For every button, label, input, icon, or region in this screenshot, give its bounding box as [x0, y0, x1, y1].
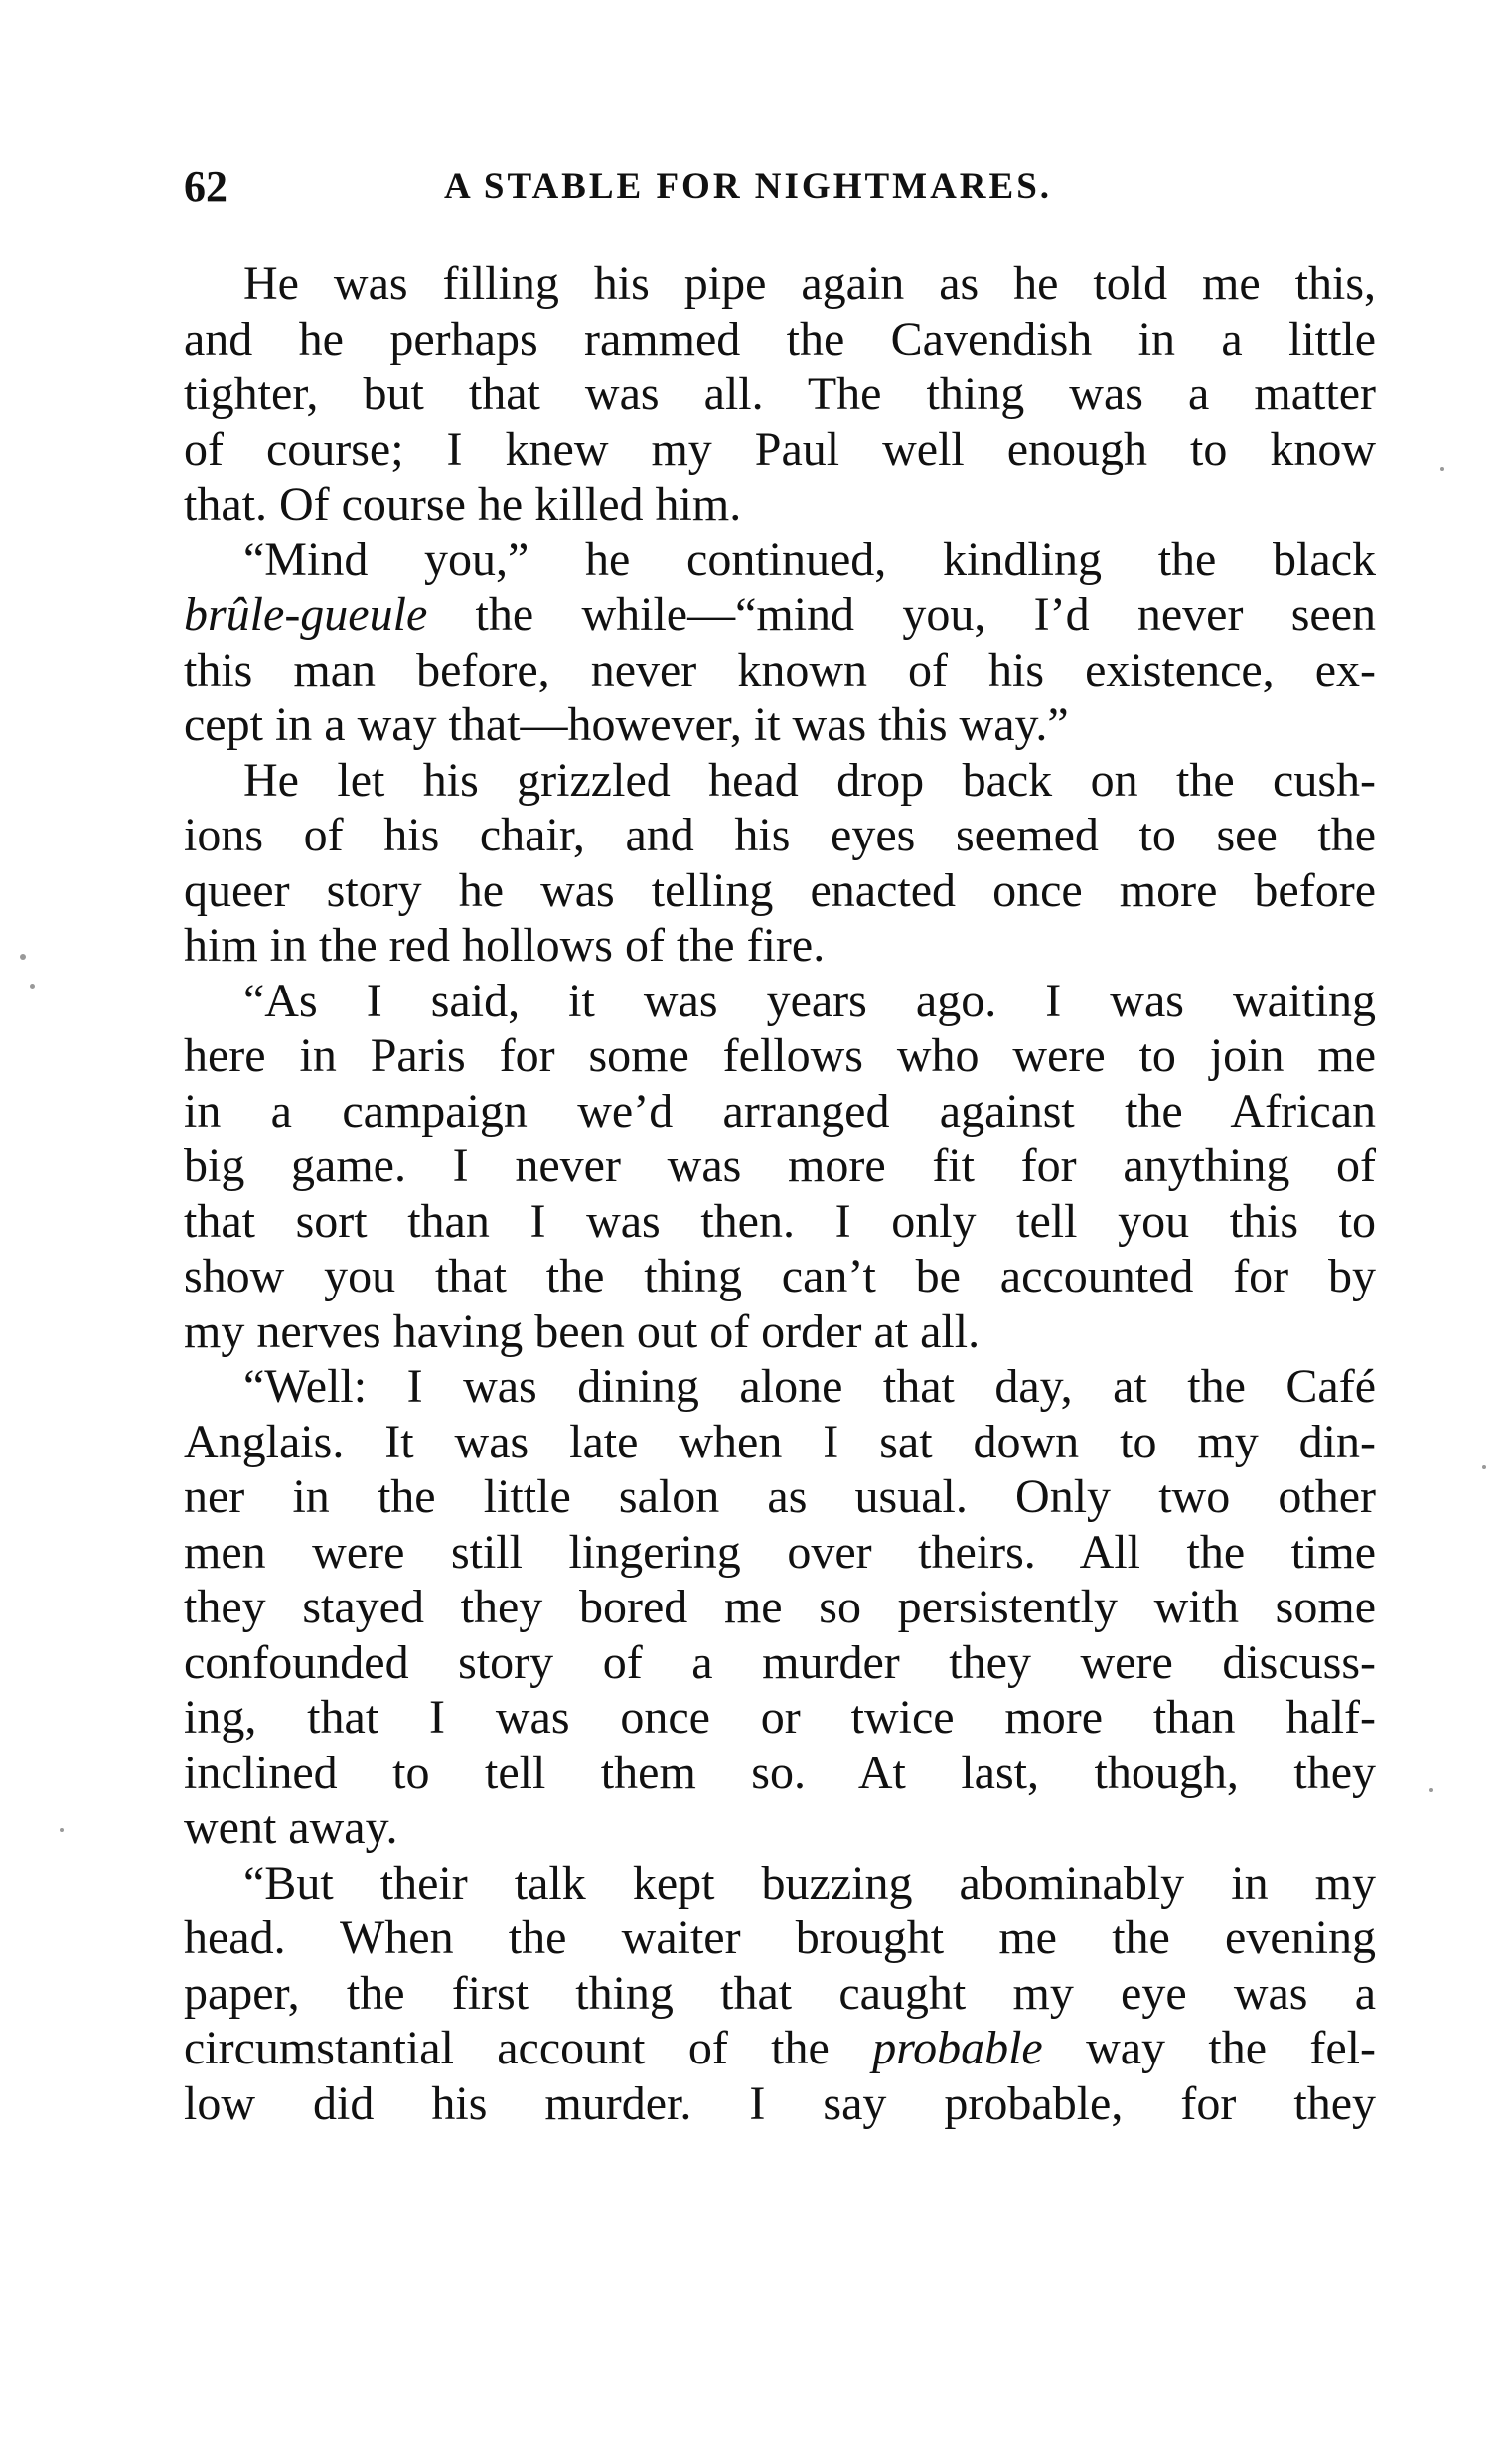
- paragraph: [184, 1856, 1376, 2132]
- paragraph: [184, 256, 1376, 533]
- text-line: “Well: I was dining alone that day, at the Café: [243, 1360, 1376, 1413]
- text-line: they stayed they bored me so persistently with some: [184, 1581, 1376, 1633]
- text-line: low did his murder. I say probable, for they: [184, 2076, 1376, 2130]
- text-line: here in Paris for some fellows who were to join me: [184, 1029, 1376, 1082]
- text-line: “Mind you,” he continued, kindling the black: [243, 533, 1376, 586]
- text-line: He was filling his pipe again as he told me this,: [243, 257, 1376, 310]
- text-line: that. Of course he killed him.: [184, 478, 742, 531]
- text-line: that sort than I was then. I only tell you this to: [184, 1194, 1376, 1248]
- text-line: him in the red hollows of the fire.: [184, 919, 826, 972]
- text-line: tighter, but that was all. The thing was a matter: [184, 368, 1376, 420]
- paragraph: [184, 974, 1376, 1360]
- running-head: [184, 157, 1376, 217]
- text-line: men were still lingering over theirs. All the time: [184, 1525, 1376, 1579]
- text-line: ner in the little salon as usual. Only two other: [184, 1470, 1376, 1523]
- text-line: went away.: [184, 1801, 398, 1854]
- italic-phrase: brûle-gueule: [184, 588, 428, 641]
- text-line: show you that the thing can’t be accounted for by: [184, 1250, 1376, 1302]
- text-line: “But their talk kept buzzing abominably in my: [243, 1856, 1376, 1909]
- text-line: of course; I knew my Paul well enough to know: [184, 422, 1376, 476]
- scan-speck: [20, 954, 26, 960]
- text-line: ions of his chair, and his eyes seemed to see the: [184, 809, 1376, 861]
- scan-speck: [1429, 1788, 1433, 1792]
- text-line: “As I said, it was years ago. I was waiting: [243, 974, 1376, 1027]
- scan-speck: [1440, 467, 1444, 471]
- text-line: and he perhaps rammed the Cavendish in a little: [184, 312, 1376, 366]
- text-line: paper, the first thing that caught my eye was a: [184, 1966, 1376, 2020]
- text-line: circumstantial account of the probable way the fel-: [184, 2022, 1377, 2074]
- text-line: brûle-gueule the while—“mind you, I’d never seen: [184, 588, 1376, 641]
- body-text: [184, 256, 1376, 2131]
- text-line: ing, that I was once or twice more than half-: [184, 1691, 1376, 1744]
- text-line: cept in a way that—however, it was this way.”: [184, 698, 1069, 751]
- paragraph: [184, 533, 1376, 753]
- paragraph: [184, 753, 1376, 974]
- italic-phrase: probable: [872, 2022, 1043, 2074]
- text-line: He let his grizzled head drop back on the cush-: [243, 753, 1376, 807]
- text-line: inclined to tell them so. At last, though, they: [184, 1746, 1376, 1799]
- running-title: A STABLE FOR NIGHTMARES.: [444, 166, 1053, 207]
- scan-speck: [30, 984, 35, 989]
- scan-speck: [60, 1828, 64, 1832]
- text-line: head. When the waiter brought me the evening: [184, 1911, 1376, 1964]
- text-line: my nerves having been out of order at all.: [184, 1304, 981, 1358]
- text-line: in a campaign we’d arranged against the African: [184, 1084, 1376, 1138]
- text-line: Anglais. It was late when I sat down to my din-: [184, 1415, 1376, 1468]
- page-number: 62: [184, 162, 227, 211]
- text-line: big game. I never was more fit for anything of: [184, 1140, 1376, 1192]
- text-line: queer story he was telling enacted once more before: [184, 863, 1376, 917]
- text-line: this man before, never known of his existence, ex-: [184, 643, 1376, 696]
- paragraph: [184, 1359, 1376, 1856]
- scan-speck: [1482, 1465, 1486, 1469]
- text-line: confounded story of a murder they were discuss-: [184, 1635, 1376, 1689]
